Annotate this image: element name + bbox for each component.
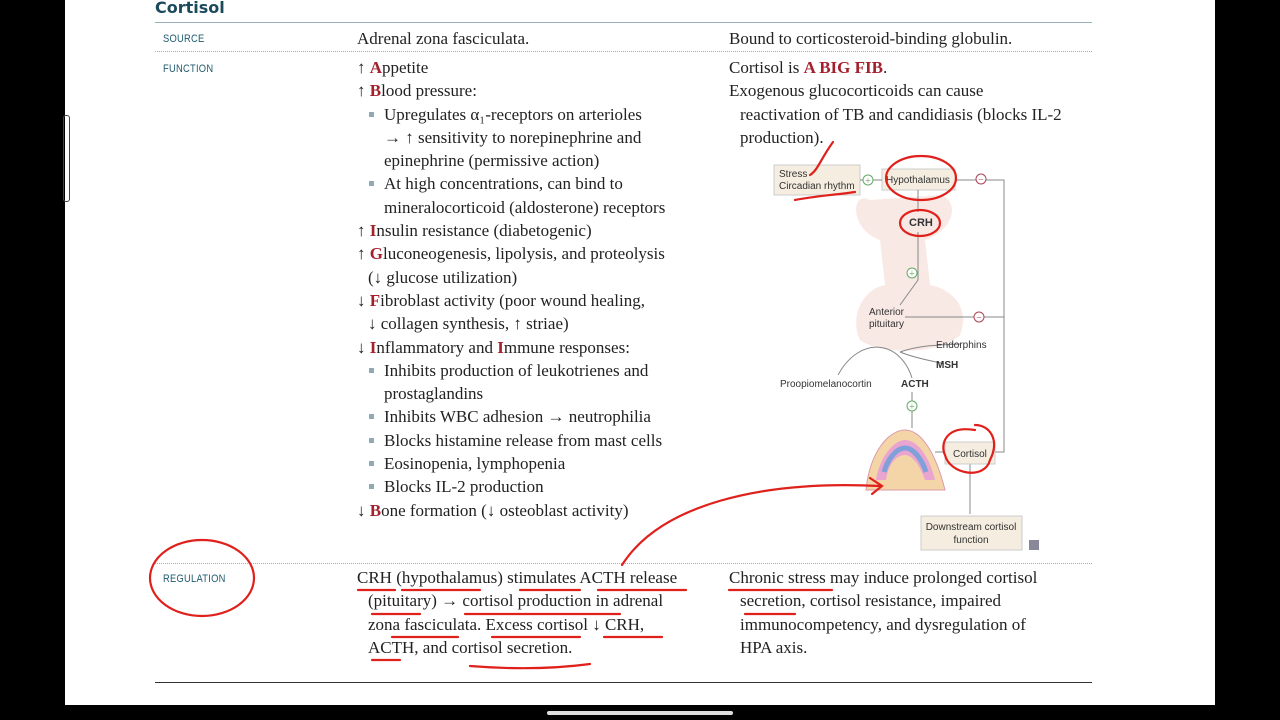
downstream-label: Downstream cortisol bbox=[925, 522, 1017, 533]
function-col2: Cortisol is A BIG FIB. Exogenous glucocorticoids can cause reactivation of TB and candidiasis (blocks IL-2 production). bbox=[729, 58, 1062, 147]
row-label-regulation: REGULATION bbox=[163, 573, 226, 585]
function-subitem-cont: mineralocorticoid (aldosterone) receptors bbox=[384, 197, 666, 217]
regulation-col1: CRH (hypothalamus) stimulates ACTH release (pituitary) → cortisol production in adrenal zona fasciculata. Excess cortisol ↓ CRH, ACTH, and cortisol secretion. bbox=[357, 568, 678, 657]
row-label-source: SOURCE bbox=[163, 33, 205, 45]
function-subitem-cont: → ↑ sensitivity to norepinephrine and bbox=[384, 127, 642, 147]
function-subitem: Inhibits WBC adhesion → neutrophilia bbox=[357, 405, 665, 428]
document-page bbox=[65, 0, 1215, 705]
cortisol-label: Cortisol bbox=[953, 449, 987, 460]
function-item: ↑ Gluconeogenesis, lipolysis, and proteolysis bbox=[357, 244, 665, 264]
svg-text:−: − bbox=[978, 175, 984, 186]
expand-icon bbox=[1029, 540, 1039, 550]
plus-icon bbox=[863, 175, 873, 187]
function-item-cont: (↓ glucose utilization) bbox=[368, 267, 518, 287]
function-item: ↓ Bone formation (↓ osteoblast activity) bbox=[357, 500, 629, 520]
function-item: ↓ Fibroblast activity (poor wound healing, bbox=[357, 290, 646, 310]
plus-icon bbox=[907, 401, 917, 413]
side-handle[interactable] bbox=[63, 115, 70, 202]
regulation-col2: Chronic stress may induce prolonged cortisol secretion, cortisol resistance, impaired immunocompetency, and dysregulation of HPA axis. bbox=[729, 568, 1038, 657]
circadian-label: Circadian rhythm bbox=[779, 181, 855, 192]
function-subitem: Inhibits production of leukotrienes and bbox=[357, 359, 665, 382]
function-item: ↓ Inflammatory and Immune responses: bbox=[357, 337, 630, 357]
stress-label: Stress bbox=[779, 169, 808, 180]
endorphins-label: Endorphins bbox=[936, 340, 987, 351]
function-subitem: Upregulates α₁-receptors on arterioles bbox=[357, 103, 665, 126]
crh-label: CRH bbox=[909, 217, 933, 229]
downstream-label: function bbox=[953, 535, 989, 546]
home-indicator[interactable] bbox=[547, 711, 733, 715]
function-item: ↑ Blood pressure: bbox=[357, 81, 477, 101]
minus-icon bbox=[974, 312, 984, 324]
source-col1: Adrenal zona fasciculata. bbox=[357, 29, 530, 48]
anterior-label: Anterior bbox=[869, 307, 905, 318]
function-subitem: Blocks IL-2 production bbox=[357, 475, 665, 498]
source-col2: Bound to corticosteroid-binding globulin. bbox=[729, 29, 1013, 48]
function-item-cont: ↓ collagen synthesis, ↑ striae) bbox=[368, 314, 569, 334]
minus-icon bbox=[976, 174, 986, 186]
svg-text:+: + bbox=[865, 176, 871, 187]
page-title: Cortisol bbox=[155, 0, 225, 17]
acth-label: ACTH bbox=[901, 379, 929, 390]
function-subitem: Blocks histamine release from mast cells bbox=[357, 429, 665, 452]
hypothalamus-label: Hypothalamus bbox=[886, 175, 950, 186]
function-subitem-cont: prostaglandins bbox=[384, 384, 484, 404]
msh-label: MSH bbox=[936, 360, 959, 371]
function-item: ↑ Insulin resistance (diabetogenic) bbox=[357, 221, 592, 241]
function-subitem-cont: epinephrine (permissive action) bbox=[384, 151, 600, 171]
svg-text:+: + bbox=[909, 402, 915, 413]
svg-text:−: − bbox=[976, 313, 982, 324]
function-item: ↑ Appetite bbox=[357, 58, 429, 77]
adrenal-illustration bbox=[866, 430, 945, 490]
function-subitem: Eosinopenia, lymphopenia bbox=[357, 452, 665, 475]
pituitary-label: pituitary bbox=[869, 319, 905, 330]
row-label-function: FUNCTION bbox=[163, 63, 214, 75]
pomc-label: Proopiomelanocortin bbox=[780, 379, 872, 390]
svg-text:+: + bbox=[909, 269, 915, 280]
function-subitem: At high concentrations, can bind to bbox=[357, 172, 665, 195]
